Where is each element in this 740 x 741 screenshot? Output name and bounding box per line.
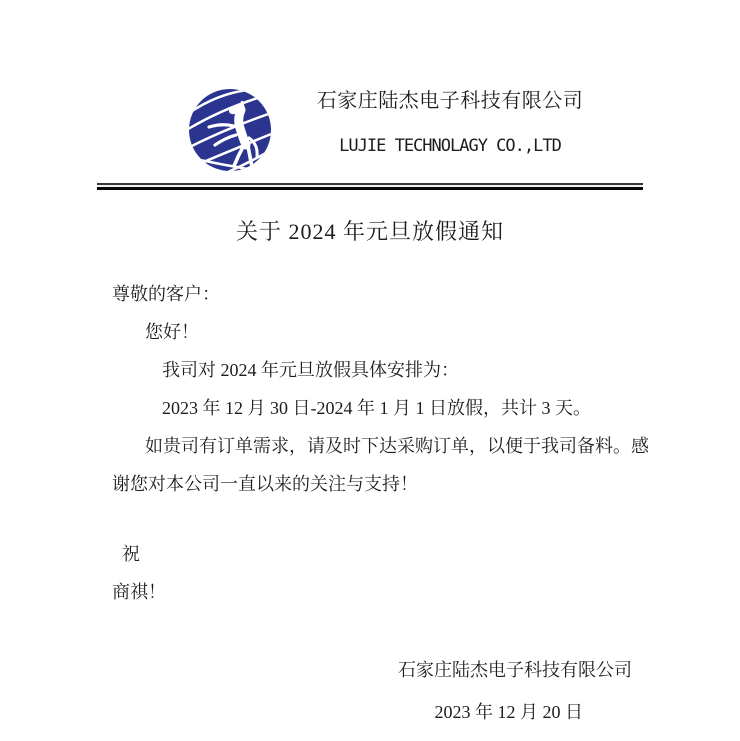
signature-company-row: [112, 651, 643, 689]
signature-date: 2023 年 12 月 20 日: [434, 702, 583, 722]
body-line: 如贵司有订单需求，请及时下达采购订单，以便于我司备料。感: [145, 436, 649, 456]
signature-date-row: [112, 693, 643, 731]
closing-word-line: 商祺！: [112, 582, 166, 602]
body-line: 2023 年 12 月 30 日-2024 年 1 月 1 日放假，共计 3 天。: [162, 398, 591, 418]
globe-horse-logo-icon: [188, 88, 272, 172]
greeting-line: 您好！: [145, 322, 199, 342]
signature-company: 石家庄陆杰电子科技有限公司: [398, 660, 632, 680]
salutation-line: 尊敬的客户：: [112, 284, 220, 304]
body-line: 谢您对本公司一直以来的关注与支持！: [112, 474, 418, 494]
closing-wish-line: 祝: [122, 544, 140, 564]
body-line: 我司对 2024 年元旦放假具体安排为：: [162, 360, 459, 380]
letterhead: [310, 86, 590, 158]
header-divider: [97, 183, 643, 190]
letter-body: [112, 275, 649, 503]
letter-closing: [112, 535, 636, 611]
company-name-cn: 石家庄陆杰电子科技有限公司: [316, 90, 584, 112]
company-name-en: LUJIE TECHNOLAGY CO.,LTD: [339, 136, 561, 156]
page-title: 关于 2024 年元旦放假通知: [235, 219, 504, 244]
company-logo: [188, 88, 272, 172]
